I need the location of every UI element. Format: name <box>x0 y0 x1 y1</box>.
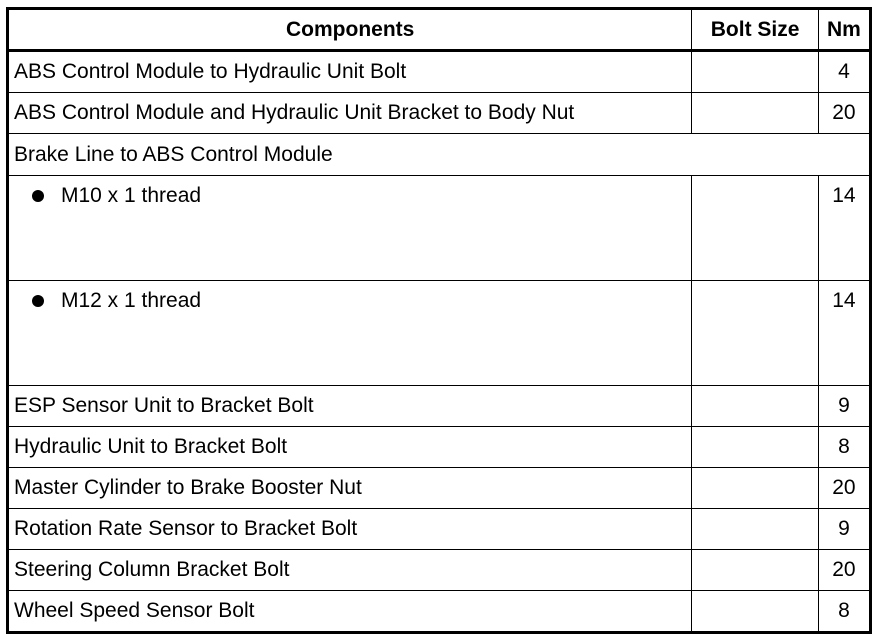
header-nm: Nm <box>818 9 870 51</box>
group-label-cell: Brake Line to ABS Control Module <box>8 134 871 176</box>
bolt-size-cell <box>692 281 818 386</box>
table-row <box>8 550 871 591</box>
nm-cell: 8 <box>818 427 870 468</box>
component-cell: ABS Control Module to Hydraulic Unit Bolt <box>8 51 692 93</box>
nm-cell: 14 <box>818 281 870 386</box>
bolt-size-cell <box>692 427 818 468</box>
bolt-size-cell <box>692 550 818 591</box>
nm-cell: 8 <box>818 591 870 633</box>
group-header-row <box>8 134 871 176</box>
component-cell: Steering Column Bracket Bolt <box>8 550 692 591</box>
table-row <box>8 51 871 93</box>
nm-cell: 9 <box>818 509 870 550</box>
bullet-icon <box>32 295 44 307</box>
table-row <box>8 93 871 134</box>
table-row <box>8 176 871 281</box>
component-cell: Hydraulic Unit to Bracket Bolt <box>8 427 692 468</box>
component-cell <box>8 176 692 281</box>
bullet-item <box>14 289 201 313</box>
nm-cell: 9 <box>818 386 870 427</box>
bolt-size-cell <box>692 509 818 550</box>
bolt-size-cell <box>692 176 818 281</box>
component-cell <box>8 281 692 386</box>
bullet-text: M12 x 1 thread <box>61 289 202 312</box>
table-row <box>8 509 871 550</box>
table-row <box>8 281 871 386</box>
table-row <box>8 386 871 427</box>
nm-cell: 4 <box>818 51 870 93</box>
bolt-size-cell <box>692 93 818 134</box>
bolt-size-cell <box>692 51 818 93</box>
bullet-icon <box>32 190 44 202</box>
component-cell: Master Cylinder to Brake Booster Nut <box>8 468 692 509</box>
nm-cell: 20 <box>818 93 870 134</box>
table-row <box>8 591 871 633</box>
torque-spec-table <box>6 7 872 634</box>
nm-cell: 14 <box>818 176 870 281</box>
header-components: Components <box>8 9 692 51</box>
component-cell: ESP Sensor Unit to Bracket Bolt <box>8 386 692 427</box>
nm-cell: 20 <box>818 468 870 509</box>
header-bolt-size: Bolt Size <box>692 9 818 51</box>
bolt-size-cell <box>692 386 818 427</box>
bullet-item <box>14 184 201 208</box>
table-row <box>8 427 871 468</box>
table-row <box>8 468 871 509</box>
component-cell: Rotation Rate Sensor to Bracket Bolt <box>8 509 692 550</box>
bolt-size-cell <box>692 591 818 633</box>
bullet-text: M10 x 1 thread <box>61 184 202 207</box>
component-cell: Wheel Speed Sensor Bolt <box>8 591 692 633</box>
table-header-row <box>8 9 871 51</box>
nm-cell: 20 <box>818 550 870 591</box>
component-cell: ABS Control Module and Hydraulic Unit Bracket to Body Nut <box>8 93 692 134</box>
bolt-size-cell <box>692 468 818 509</box>
